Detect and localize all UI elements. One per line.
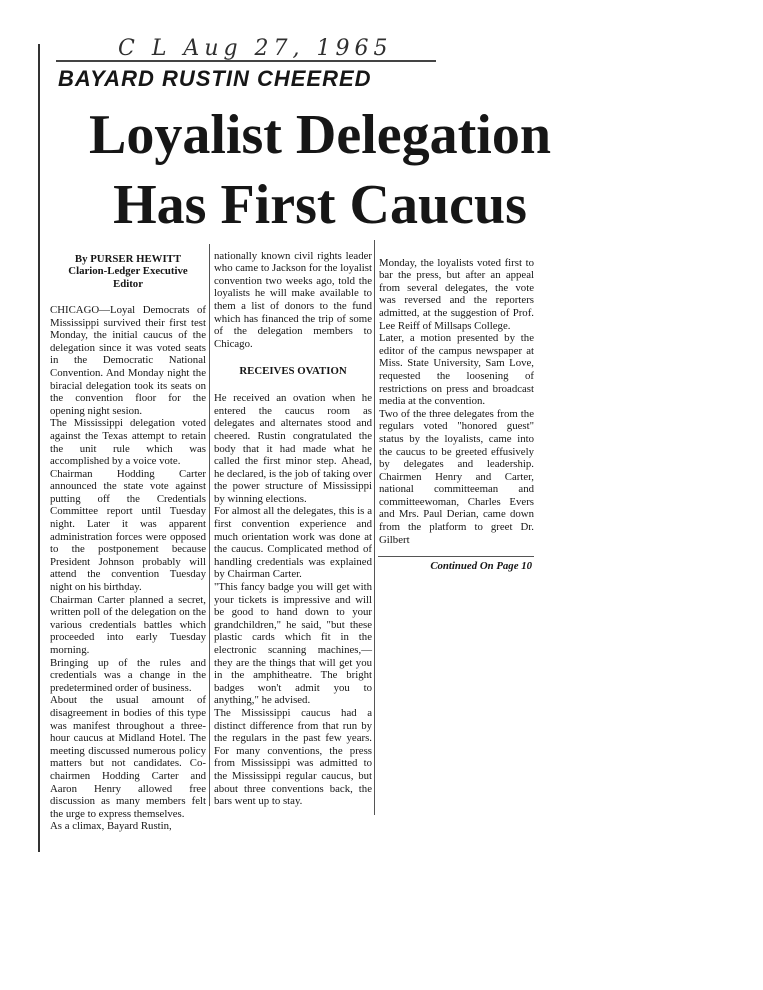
kicker-headline: BAYARD RUSTIN CHEERED	[58, 66, 372, 91]
column-1-text: CHICAGO—Loyal Democrats of Mississippi survived their first test Monday, the initial caucus of the delegation since it was voted seats in the Democratic National Convention. And Monday night the biracial delegation took its seats on the convention floor for the opening night sesion. The Mississippi delegation voted against the Texas attempt to retain the unit rule which was accomplished by a voice vote. Chairman Hodding Carter announced the state vote against putting off the Credentials Committee report until Tuesday night. Later it was apparent administration forces were opposed to the postponement because President Johnson probably will attend the convention Tuesday night on his birthday. Chairman Carter planned a secret, written poll of the delegation on the various credentials battles which proceeded into early Tuesday morning. Bringing up of the rules and credentials was a change in the predetermined order of business. About the usual amount of disagreement in bodies of this type was manifest throughout a three-hour caucus at Midland Hotel. The meeting discussed numerous policy matters but not candidates. Co-chairmen Hodding Carter and Aaron Henry allowed free discussion as many members felt the urge to express themselves. As a climax, Bayard Rustin,	[50, 303, 206, 833]
handwritten-date-note: C L Aug 27, 1965	[118, 36, 393, 61]
article-column-1	[50, 240, 206, 846]
subhead: RECEIVES OVATION	[239, 364, 347, 377]
column-3-end-rule	[378, 556, 534, 557]
headline-line-1: Loyalist Delegation	[89, 104, 551, 166]
headline-line-2: Has First Caucus	[113, 174, 527, 236]
column-divider-2	[374, 240, 375, 815]
column-3-text: Monday, the loyalists voted first to bar the press, but after an appeal from several delegates, the vote was reversed and the reporters admitted, at the suggestion of Prof. Lee Reiff of Millsaps College. Later, a motion presented by the editor of the campus newspaper at Miss. State University, Sam Love, requested the loosening of restrictions on press and broadcast media at the convention. Two of the three delegates from the regulars voted "honored guest" status by the loyalists, came into the caucus to be greeted effusively by delegates and leadership. Chairmen Henry and Carter, national committeeman and committeewoman, Charles Evers and Mrs. Paul Derian, came down from the platform to greet Dr. Gilbert	[379, 256, 534, 546]
main-headline	[80, 100, 560, 240]
byline: By PURSER HEWITT Clarion-Ledger Executive Editor	[68, 252, 188, 290]
clipping-left-edge-rule	[38, 44, 40, 852]
article-column-3	[379, 244, 534, 585]
article-column-2	[214, 237, 372, 820]
column-divider-1	[209, 244, 210, 806]
continued-on-page-line: Continued On Page 10	[430, 559, 532, 572]
column-2-text-bottom: He received an ovation when he entered the caucus room as delegates and alternates stood and cheered. Rustin congratulated the body that it had made what he called the first minor step. Ahead, he declared, is the job of taking over the power structure of Mississippi by winning elections. For almost all the delegates, this is a first convention experience and much orientation work was done at the caucus. Complicated method of handling credentials was explained by Chairman Carter. "This fancy badge you will get with your tickets is impressive and will be good to hand down to your grandchildren," he said, "but these plastic cards which fit in the electronic scanning machines,—they are the things that will get you in the amphitheatre. The bright badges won't admit you to anything," he advised. The Mississippi caucus had a distinct difference from that run by the regulars in the past few years. For many conventions, the press from Mississippi was admitted to the Mississippi regular caucus, but about three conventions back, the bars went up to stay.	[214, 392, 372, 808]
column-2-text-top: nationally known civil rights leader who came to Jackson for the loyalist convention two weeks ago, told the loyalists he will make available to them a list of donors to the fund which has financed the trip of some of the delegation members to Chicago.	[214, 249, 372, 350]
